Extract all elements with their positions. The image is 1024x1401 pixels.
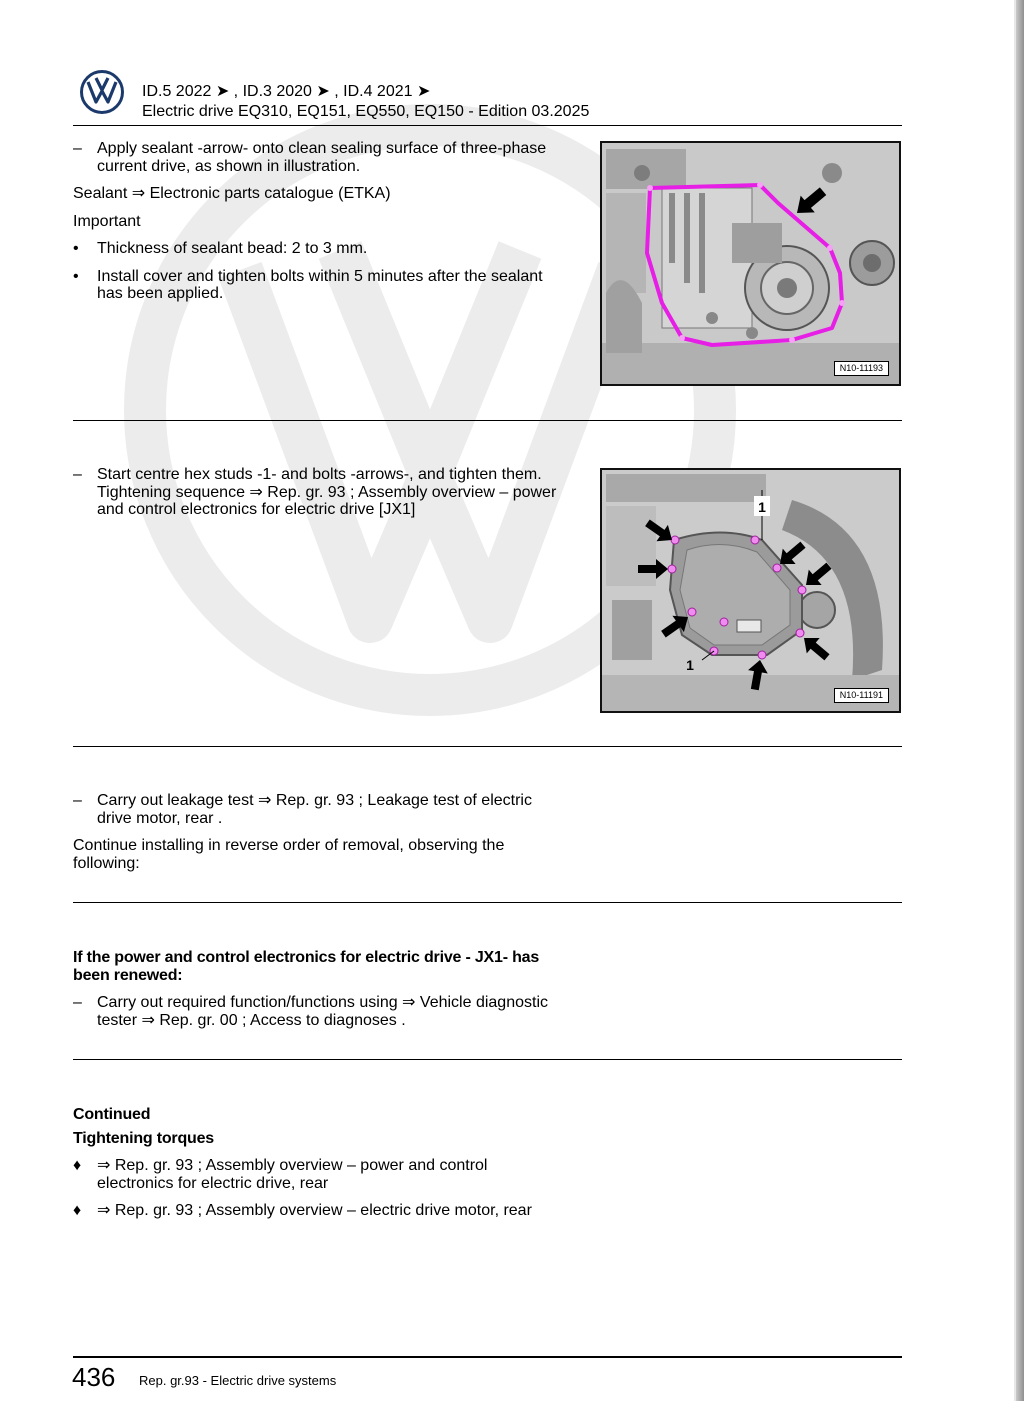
important-label: Important	[73, 212, 141, 230]
torque-item-text: ⇒ Rep. gr. 93 ; Assembly overview – power and control electronics for electric drive, rear	[97, 1157, 488, 1192]
step-text: Apply sealant -arrow- onto clean sealing surface of three-phase current drive, as shown in illustration.	[97, 140, 547, 175]
page-header	[80, 70, 902, 126]
diamond-marker: ♦	[73, 1157, 82, 1174]
section-electronics-renewed	[73, 949, 563, 1039]
header-edition: Electric drive EQ310, EQ151, EQ550, EQ150 - Edition 03.2025	[142, 103, 590, 120]
header-text	[142, 82, 589, 122]
torque-item-text: ⇒ Rep. gr. 93 ; Assembly overview – electric drive motor, rear	[97, 1202, 532, 1219]
header-models: ID.5 2022 ➤ , ID.3 2020 ➤ , ID.4 2021 ➤	[142, 83, 431, 100]
torque-item	[73, 1157, 563, 1192]
dash-marker: –	[73, 140, 82, 157]
section-divider	[73, 420, 902, 421]
continue-installing-text: Continue installing in reverse order of removal, observing the following:	[73, 837, 505, 872]
continued-heading: Continued	[73, 1106, 151, 1123]
step-apply-sealant	[73, 140, 563, 175]
bullet-text: Install cover and tighten bolts within 5 minutes after the sealant has been applied.	[97, 267, 543, 302]
section-apply-sealant	[73, 140, 563, 313]
section-heading: If the power and control electronics for electric drive - JX1- has been renewed:	[73, 949, 540, 984]
section-tighten-bolts	[73, 466, 563, 529]
figure-sealant-application	[600, 141, 901, 386]
vw-logo-icon	[80, 70, 124, 114]
step-leakage-test	[73, 792, 563, 827]
page-number: 436	[72, 1362, 116, 1392]
sealant-reference: Sealant ⇒ Electronic parts catalogue (ETKA)	[73, 185, 391, 202]
section-divider	[73, 902, 902, 903]
step-diagnostics	[73, 994, 563, 1029]
step-tighten-bolts	[73, 466, 563, 519]
section-tightening-torques	[73, 1106, 563, 1230]
bullet-text: Thickness of sealant bead: 2 to 3 mm.	[97, 240, 368, 257]
drive-housing-illustration	[602, 143, 899, 384]
callout-label: 1	[686, 657, 694, 673]
callout-label: 1	[758, 499, 766, 515]
dash-marker: –	[73, 792, 82, 809]
page-edge	[1014, 0, 1024, 1401]
section-divider	[73, 746, 902, 747]
bullet-item	[73, 240, 563, 258]
figure-tightening-sequence	[600, 468, 901, 713]
header-rule	[73, 125, 902, 126]
step-text: Start centre hex studs -1- and bolts -arrows-, and tighten them. Tightening sequence ⇒ Rep. gr. 93 ; Assembly overview – power and control electronics for electric drive [JX1]	[97, 466, 557, 518]
step-text: Carry out leakage test ⇒ Rep. gr. 93 ; Leakage test of electric drive motor, rear .	[97, 792, 532, 827]
bullet-item	[73, 268, 563, 303]
dash-marker: –	[73, 994, 82, 1011]
section-leakage-test	[73, 792, 563, 882]
cover-bolts-illustration	[602, 470, 899, 711]
section-divider	[73, 1059, 902, 1060]
figure-code: N10-11193	[834, 361, 889, 376]
torques-heading: Tightening torques	[73, 1129, 214, 1147]
bullet-marker: •	[73, 267, 79, 285]
bullet-marker: •	[73, 240, 79, 257]
figure-code: N10-11191	[834, 688, 889, 703]
step-text: Carry out required function/functions using ⇒ Vehicle diagnostic tester ⇒ Rep. gr. 00 ; Access to diagnoses .	[97, 994, 548, 1029]
diamond-marker: ♦	[73, 1202, 82, 1219]
dash-marker: –	[73, 466, 82, 483]
torque-item	[73, 1202, 563, 1220]
footer-rule	[73, 1356, 902, 1358]
footer-title: Rep. gr.93 - Electric drive systems	[139, 1373, 337, 1388]
